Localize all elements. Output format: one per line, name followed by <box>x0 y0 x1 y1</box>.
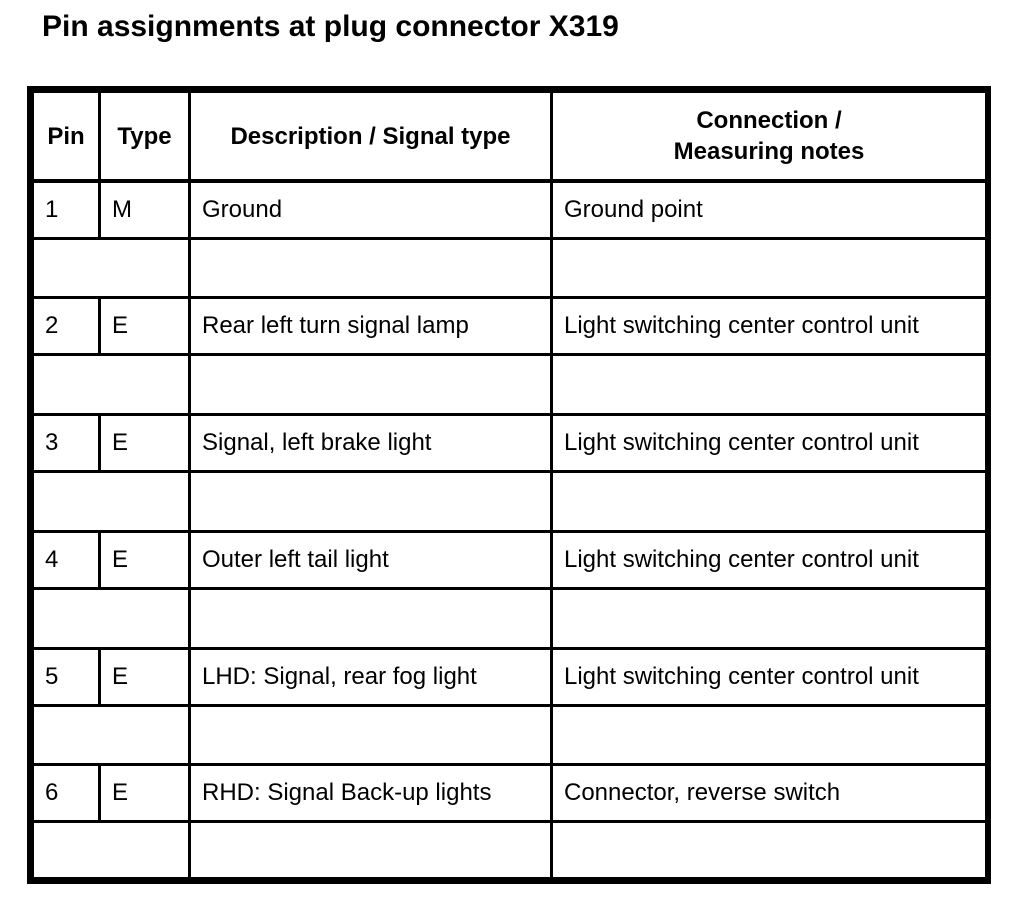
cell-description: LHD: Signal, rear fog light <box>188 647 553 707</box>
empty-cell-description <box>188 820 553 880</box>
empty-cell-connection <box>550 820 988 880</box>
empty-cell-connection <box>550 353 988 416</box>
empty-cell-description <box>188 587 553 650</box>
empty-cell-connection <box>550 237 988 299</box>
empty-cell-pin-type <box>31 820 191 880</box>
empty-cell-connection <box>550 470 988 533</box>
header-connection: Connection / Measuring notes <box>550 90 988 182</box>
cell-pin: 3 <box>31 413 101 473</box>
cell-description: RHD: Signal Back-up lights <box>188 763 553 823</box>
empty-cell-description <box>188 704 553 766</box>
header-type: Type <box>98 90 191 182</box>
empty-cell-description <box>188 470 553 533</box>
empty-cell-description <box>188 353 553 416</box>
header-pin: Pin <box>31 90 101 182</box>
cell-connection: Light switching center control unit <box>550 647 988 707</box>
cell-description: Ground <box>188 180 553 240</box>
cell-type: E <box>98 763 191 823</box>
cell-type: E <box>98 647 191 707</box>
cell-pin: 4 <box>31 530 101 590</box>
cell-description: Outer left tail light <box>188 530 553 590</box>
cell-type: E <box>98 296 191 356</box>
cell-connection: Light switching center control unit <box>550 413 988 473</box>
cell-pin: 2 <box>31 296 101 356</box>
cell-pin: 5 <box>31 647 101 707</box>
page-title: Pin assignments at plug connector X319 <box>42 10 619 43</box>
cell-type: M <box>98 180 191 240</box>
empty-cell-pin-type <box>31 470 191 533</box>
cell-description: Signal, left brake light <box>188 413 553 473</box>
empty-cell-pin-type <box>31 587 191 650</box>
empty-cell-pin-type <box>31 353 191 416</box>
cell-connection: Light switching center control unit <box>550 530 988 590</box>
cell-type: E <box>98 530 191 590</box>
empty-cell-pin-type <box>31 237 191 299</box>
cell-pin: 1 <box>31 180 101 240</box>
cell-connection: Ground point <box>550 180 988 240</box>
cell-pin: 6 <box>31 763 101 823</box>
cell-connection: Connector, reverse switch <box>550 763 988 823</box>
cell-connection: Light switching center control unit <box>550 296 988 356</box>
cell-description: Rear left turn signal lamp <box>188 296 553 356</box>
empty-cell-pin-type <box>31 704 191 766</box>
empty-cell-description <box>188 237 553 299</box>
cell-type: E <box>98 413 191 473</box>
empty-cell-connection <box>550 704 988 766</box>
empty-cell-connection <box>550 587 988 650</box>
header-description: Description / Signal type <box>188 90 553 182</box>
